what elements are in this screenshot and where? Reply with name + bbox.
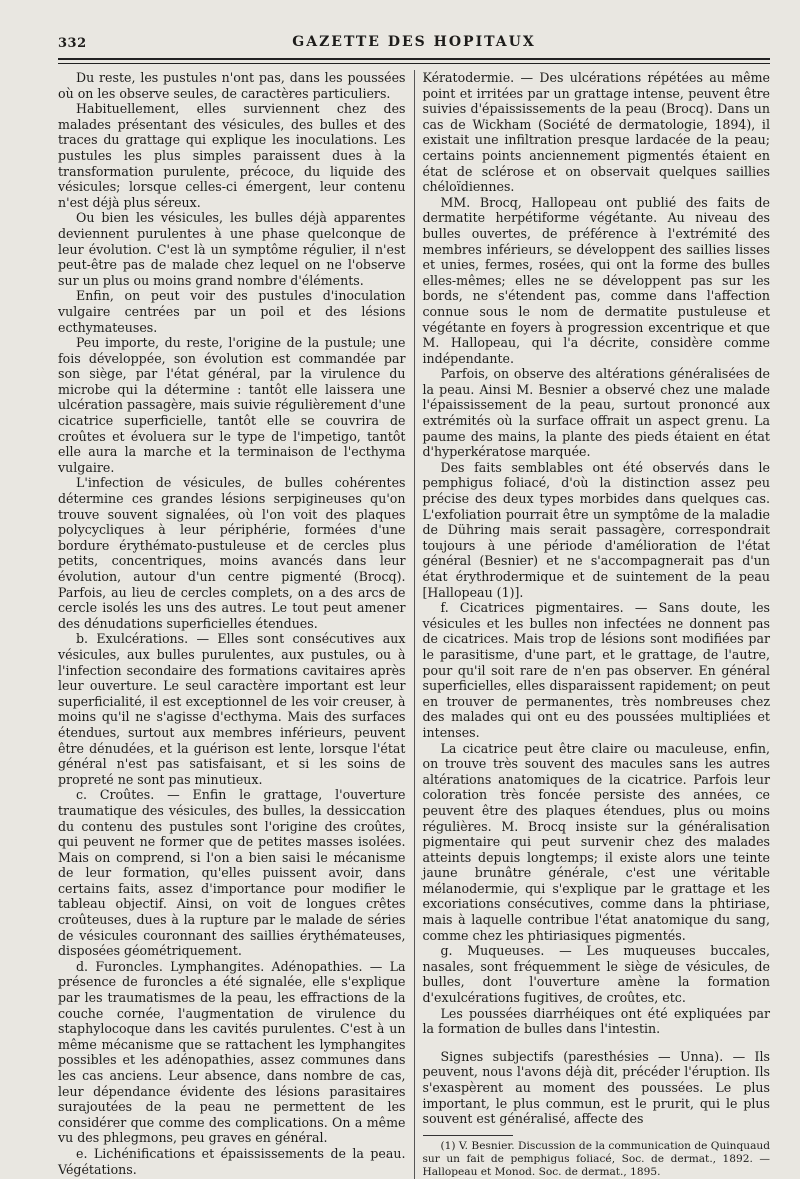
paragraph: Parfois, on observe des altérations généralisées de la peau. Ainsi M. Besnier a observé chez une malade l'épaississement de la peau, surtout prononcé aux extrémités où la surface offrait un aspect grenu. La paume des mains, la plante des pieds étaient en état d'hyperkératose marquée. — [422, 366, 770, 460]
paragraph: MM. Brocq, Hallopeau ont publié des faits de dermatite herpétiforme végétante. Au niveau des bulles ouvertes, de préférence à l'extrémité des membres inférieurs, se développent des saillies lisses et unies, fermes, rosées, qui ont la forme des bulles elles-mêmes; elles ne se développent pas sur les bords, ne s'étendent pas, comme dans l'affection connue sous le nom de dermatite pustuleuse et végétante en foyers à progression excentrique et que M. Hallopeau, qui l'a décrite, considère comme indépendante. — [422, 194, 770, 366]
paragraph: Peu importe, du reste, l'origine de la pustule; une fois développée, son évolution est commandée par son siège, par l'état général, par la virulence du microbe qui la détermine : tantôt elle laissera une ulcération passagère, mais suivie régulièrement d'une cicatrice superficielle, tantôt elle se couvrira de croûtes et évoluera sur le type de l'impetigo, tantôt elle aura la marche et la terminaison de l'ecthyma vulgaire. — [58, 335, 406, 475]
page-header — [58, 28, 770, 60]
article-body — [58, 70, 770, 1179]
paragraph: Enfin, on peut voir des pustules d'inoculation vulgaire centrées par un poil et des lésions ecthymateuses. — [58, 288, 406, 335]
paragraph: L'infection de vésicules, de bulles cohérentes détermine ces grandes lésions serpigineuses qu'on trouve souvent signalées, où l'on voit des plaques polycycliques à leur périphérie, formées d'une bordure érythémato-pustuleuse et de cercles plus petits, concentriques, moins avancés dans leur évolution, autour d'un centre pigmenté (Brocq). Parfois, au lieu de cercles complets, on a des arcs de cercle isolés les uns des autres. Le tout peut amener des dénudations superficielles étendues. — [58, 475, 406, 631]
footnote: (1) V. Besnier. Discussion de la communication de Quinquaud sur un fait de pemphigus foliacé, Soc. de dermat., 1892. — Hallopeau et Monod. Soc. de dermat., 1895. — [422, 1139, 770, 1178]
paragraph: Les poussées diarrhéiques ont été expliquées par la formation de bulles dans l'intestin. — [422, 1005, 770, 1037]
paragraph: Kératodermie. — Des ulcérations répétées au même point et irritées par un grattage intense, peuvent être suivies d'épaississements de la peau (Brocq). Dans un cas de Wickham (Société de dermatologie, 1894), il existait une infiltration presque lardacée de la peau; certains points anciennement pigmentés étaient en état de sclérose et on observait quelques saillies chéloïdiennes. — [422, 70, 770, 195]
paragraph: g. Muqueuses. — Les muqueuses buccales, nasales, sont fréquemment le siège de vésicules, de bulles, dont l'ouverture amène la formation d'exulcérations fugitives, de croûtes, etc. — [422, 943, 770, 1006]
right-column — [415, 70, 771, 1179]
paragraph: La cicatrice peut être claire ou maculeuse, enfin, on trouve très souvent des macules sans les autres altérations anatomiques de la cicatrice. Parfois leur coloration très foncée persiste des années, ce peuvent être des plaques étendues, plus ou moins régulières. M. Brocq insiste sur la généralisation pigmentaire qui peut survenir chez des malades atteints depuis longtemps; il existe alors une teinte jaune brunâtre générale, c'est une véritable mélanodermie, qui s'explique par le grattage et les excoriations consécutives, comme dans la phtiriase, mais à laquelle contribue l'état anatomique du sang, comme chez les phtiriasiques pigmentés. — [422, 740, 770, 943]
footnote-rule — [423, 1135, 513, 1136]
section-paragraph: Signes subjectifs (paresthésies — Unna). — Ils peuvent, nous l'avons déjà dit, précéder l'éruption. Ils s'exaspèrent au moment des poussées. Le plus important, le plus commun, est le prurit, qui le plus souvent est généralisé, affecte des — [422, 1048, 770, 1127]
page-number: 332 — [58, 36, 87, 51]
paragraph: d. Furoncles. Lymphangites. Adénopathies. — La présence de furoncles a été signalée, elle s'explique par les traumatismes de la peau, les effractions de la couche cornée, l'augmentation de virulence du staphylocoque dans les cavités purulentes. C'est à un même mécanisme que se rattachent les lymphangites possibles et les adénopathies, assez communes dans les cas anciens. Leur absence, dans nombre de cas, leur dépendance évidente des lésions parasitaires surajoutées de la peau ne permettent de les considérer que comme des complications. On a même vu des phlegmons, peu graves en général. — [58, 958, 406, 1146]
paragraph: Du reste, les pustules n'ont pas, dans les poussées où on les observe seules, de caractères particuliers. — [58, 70, 406, 101]
section-spacer — [423, 1037, 771, 1049]
subsection-heading: e. Lichénifications et épaississements de la peau. Végétations. — [58, 1145, 406, 1177]
paragraph: b. Exulcérations. — Elles sont consécutives aux vésicules, aux bulles purulentes, aux pustules, ou à l'infection secondaire des formations cavitaires après leur ouverture. Le seul caractère important est leur superficialité, il est exceptionnel de les voir creuser, à moins qu'il ne s'agisse d'ecthyma. Mais des surfaces étendues, surtout aux membres inférieurs, peuvent être dénudées, et la guérison est lente, lorsque l'état général n'est pas satisfaisant, et si les soins de propreté ne sont pas minutieux. — [58, 631, 406, 787]
paragraph: Ou bien les vésicules, les bulles déjà apparentes deviennent purulentes à une phase quelconque de leur évolution. C'est là un symptôme régulier, il n'est peut-être pas de malade chez lequel on ne l'observe sur un plus ou moins grand nombre d'éléments. — [58, 210, 406, 288]
journal-title: GAZETTE DES HOPITAUX — [292, 34, 536, 50]
paragraph: f. Cicatrices pigmentaires. — Sans doute, les vésicules et les bulles non infectées ne donnent pas de cicatrices. Mais trop de lésions sont modifiées par le parasitisme, d'une part, et le grattage, de l'autre, pour qu'il soit rare de n'en pas observer. En général superficielles, elles disparaissent rapidement; on peut en trouver de permanentes, très nombreuses chez des malades qui ont eu des poussées multipliées et intenses. — [422, 600, 770, 740]
left-column — [58, 70, 415, 1179]
paragraph: c. Croûtes. — Enfin le grattage, l'ouverture traumatique des vésicules, des bulles, la dessiccation du contenu des pustules sont l'origine des croûtes, qui peuvent ne former que de petites masses isolées. Mais on comprend, si l'on a bien saisi le mécanisme de leur formation, qu'elles puissent avoir, dans certains faits, assez d'importance pour modifier le tableau objectif. Ainsi, on voit de longues crêtes croûteuses, dues à la rupture par le malade de séries de vésicules couronnant des saillies érythémateuses, disposées géométriquement. — [58, 787, 406, 959]
header-rule — [58, 63, 770, 64]
paragraph: Habituellement, elles surviennent chez des malades présentant des vésicules, des bulles et des traces du grattage qui explique les inoculations. Les pustules les plus simples paraissent dues à la transformation purulente, précoce, du liquide des vésicules; lorsque celles-ci émergent, leur contenu n'est déjà plus séreux. — [58, 101, 406, 210]
paragraph: Des faits semblables ont été observés dans le pemphigus foliacé, d'où la distinction assez peu précise des deux types morbides dans quelques cas. L'exfoliation pourrait être un symptôme de la maladie de Dühring mais serait passagère, correspondrait toujours à une période d'amélioration de l'état général (Besnier) et ne s'accompagnerait pas d'un état érythrodermique et de suintement de la peau [Hallopeau (1)]. — [422, 459, 770, 600]
